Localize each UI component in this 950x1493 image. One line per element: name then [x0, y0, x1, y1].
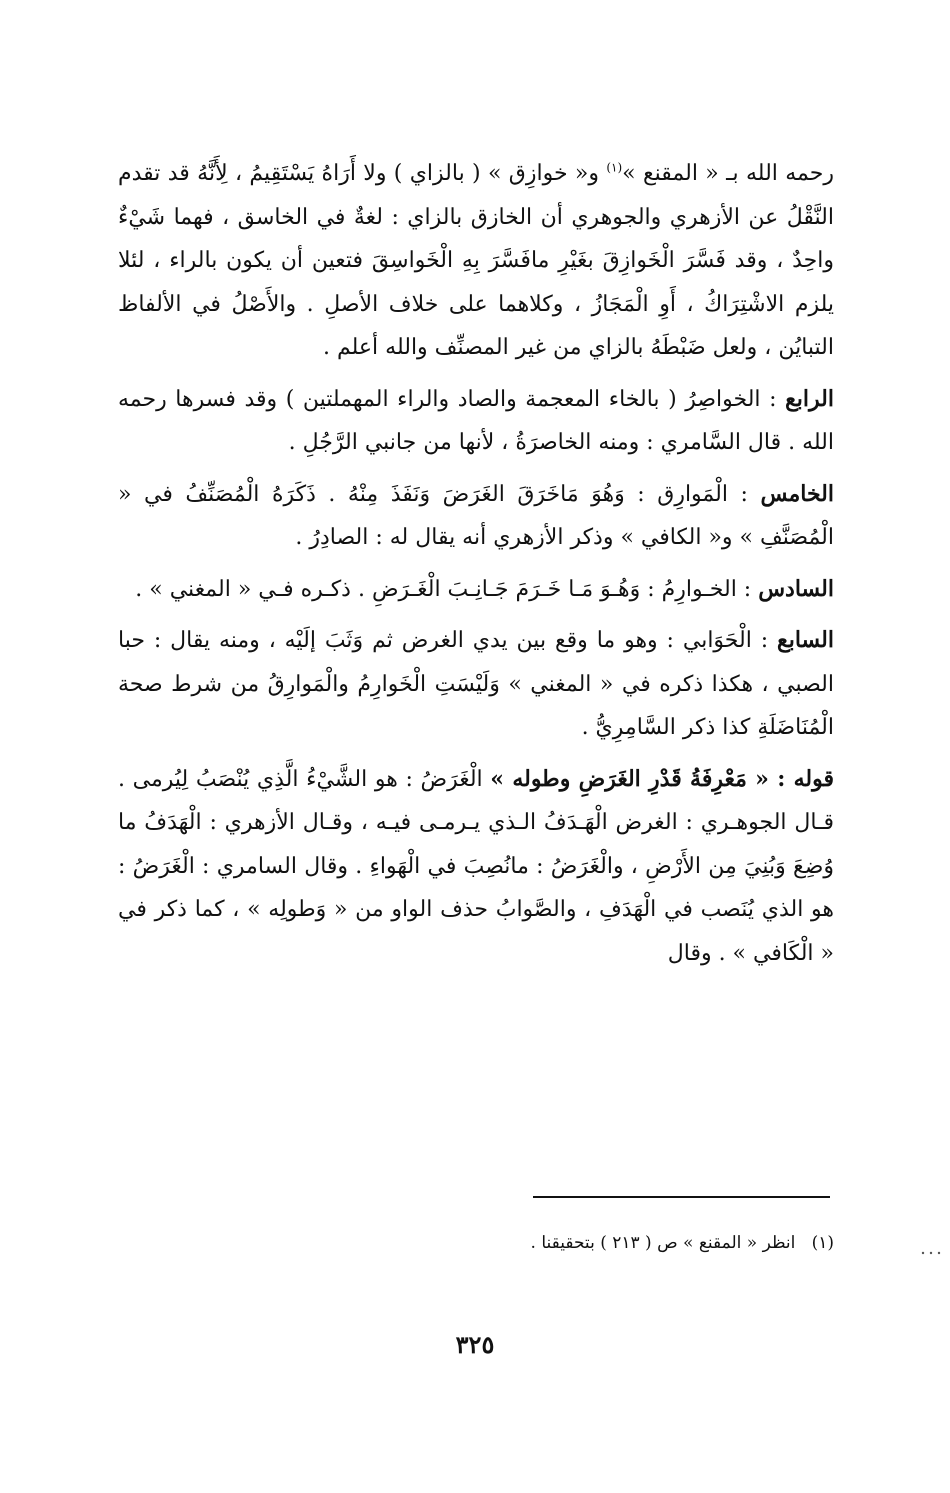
page-number: ٣٢٥ — [455, 1330, 495, 1359]
paragraph-3-lead: الخامس — [760, 480, 834, 507]
paragraph-2-lead: الرابع — [785, 385, 834, 412]
main-text — [118, 152, 834, 975]
footnote-separator — [533, 1196, 830, 1198]
paragraph-4-lead: السادس — [758, 575, 834, 602]
paragraph-gap — [118, 560, 834, 568]
footnote-text: انظر « المقنع » ص ( ٢١٣ ) بتحقيقنا . — [530, 1233, 796, 1253]
paragraph-1 — [118, 152, 834, 370]
paragraph-gap — [118, 750, 834, 758]
paragraph-3 — [118, 473, 834, 560]
paragraph-gap — [118, 465, 834, 473]
footnote-marker: (١) — [811, 1233, 834, 1253]
paragraph-gap — [118, 370, 834, 378]
paragraph-4-text: : الخـوارِمُ : وَهُـوَ مَـا خَـرَمَ جَـانِـبَ الْغَـرَضِ . ذكـره فـي « المغني » . — [135, 576, 759, 602]
footnote-reference: (١) — [606, 160, 623, 175]
paragraph-6-text: الْغَرَضُ : هو الشَّيْءُ الَّذِي يُنْصَبُ لِيُرمى . قـال الجوهـري : الغرض الْهَـدَفُ الـذي يـرمـى فيـه ، وقـال الأزهري : الْهَدَفُ ما وُضِعَ وَبُنِيَ مِن الأَرْضِ ، والْغَرَضُ : مانُصِبَ في الْهَواءِ . وقال السامري : الْغَرَضُ : هو الذي يُنَصب في الْهَدَفِ ، والصَّوابُ حذف الواو من « وَطولِه » ، كما ذكر في « الْكَافي » . وقال — [118, 766, 834, 966]
paragraph-gap — [118, 611, 834, 619]
paragraph-6 — [118, 758, 834, 976]
paragraph-4 — [118, 568, 834, 612]
footnote — [300, 1230, 834, 1256]
paragraph-2-text: : الخواصِرُ ( بالخاء المعجمة والصاد والراء المهملتين ) وقد فسرها رحمه الله . قال السَّامري : ومنه الخاصرَةُ ، لأنها من جانبي الرَّجُلِ . — [118, 386, 834, 455]
paragraph-5 — [118, 619, 834, 750]
paragraph-6-lead: قوله : « مَعْرِفَةُ قَدْرِ الغَرَضِ وطوله » — [490, 765, 834, 792]
paragraph-1-rest: و« خوازِق » ( بالزاي ) ولا أَرَاهُ يَسْتَقِيمُ ، لِأَنَّهُ قد تقدم النَّقْلُ عن الأزهري والجوهري أن الخازق بالزاي : لغةٌ في الخاسق ، فهما شَيْءٌ واحِدٌ ، وقد فَسَّرَ الْخَوازِقَ بغَيْرِ مافَسَّرَ بِهِ الْخَواسِقَ فتعين أن يكون بالراء ، لئلا يلزم الاشْتِرَاكُ ، أَوِ الْمَجَازُ ، وكلاهما على خلاف الأصلِ . والأَصْلُ في الألفاظ التبايُن ، ولعل ضَبْطَهُ بالزاي من غير المصنِّف والله أعلم . — [118, 161, 834, 360]
paragraph-5-text: : الْحَوَابي : وهو ما وقع بين يدي الغرض ثم وَثَبَ إلَيْه ، ومنه يقال : حبا الصبي ، هكذا ذكره في « المغني » وَلَيْسَتِ الْخَوارِمُ والْمَوارِقُ من شرط صحة الْمُنَاضَلَةِ كذا ذكر السَّامِرِيُّ . — [118, 628, 834, 740]
paragraph-2 — [118, 378, 834, 465]
paragraph-5-lead: السابع — [777, 627, 834, 653]
paragraph-1-start: رحمه الله بـ « المقنع » — [622, 161, 834, 186]
margin-dots-mark — [919, 1249, 943, 1257]
paragraph-3-text: : الْمَوارِق : وَهُوَ مَاخَرَقَ الغَرَضَ وَنَفَذَ مِنْهُ . ذَكَرَهُ الْمُصَنِّفُ في « الْمُصَنَّفِ » و« الكافي » وذكر الأزهري أنه يقال له : الصادِرُ . — [118, 481, 834, 550]
